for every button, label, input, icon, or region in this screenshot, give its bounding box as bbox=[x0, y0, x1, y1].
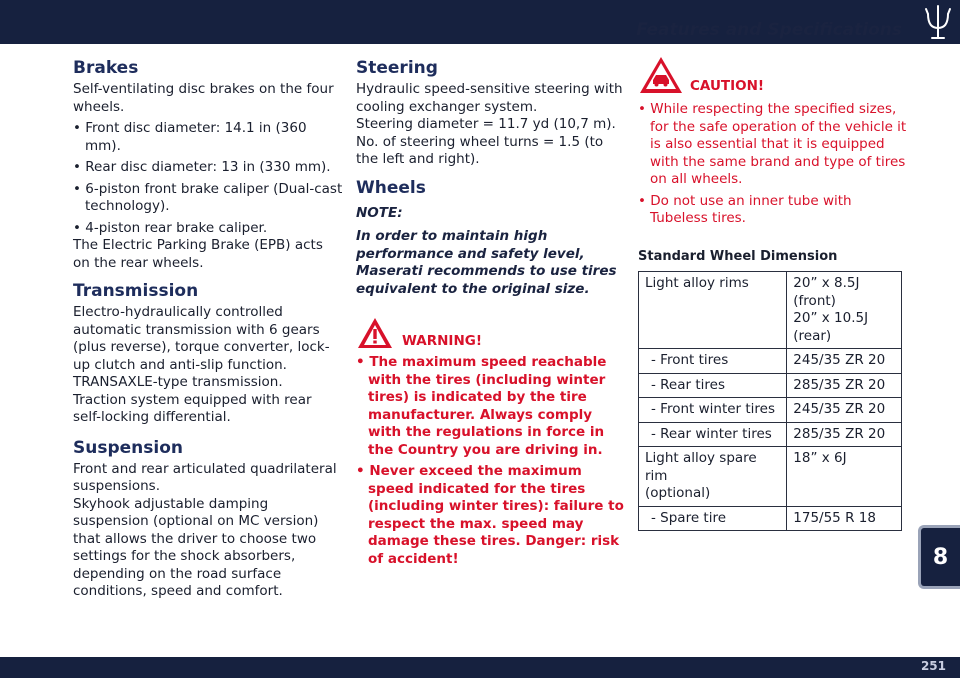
header-title: Features and Specifications bbox=[636, 20, 902, 40]
table-row bbox=[639, 272, 902, 349]
table-cell: 285/35 ZR 20 bbox=[787, 422, 902, 447]
caution-header bbox=[638, 55, 908, 95]
steering-text: Hydraulic speed-sensitive steering with cooling exchanger system. Steering diameter = 11.7 yd (10,7 m). No. of steering wheel turns = 1.5 (to the left and right). bbox=[356, 81, 623, 167]
column-left bbox=[73, 55, 343, 601]
table-row bbox=[639, 422, 902, 447]
table-row bbox=[639, 398, 902, 423]
caution-car-triangle-icon bbox=[638, 55, 684, 95]
transmission-text: Electro-hydraulically controlled automatic transmission with 6 gears (plus reverse), torque converter, lock-up clutch and anti-slip function. TRANSAXLE-type transmission. Traction system equipped with rear self-locking differential. bbox=[73, 304, 330, 425]
table-cell: - Rear winter tires bbox=[639, 422, 787, 447]
note-text: In order to maintain high performance and safety level, Maserati recommends to use tires equivalent to the original size. bbox=[356, 228, 617, 297]
warning-triangle-icon bbox=[356, 316, 394, 350]
brakes-epb: The Electric Parking Brake (EPB) acts on the rear wheels. bbox=[73, 237, 323, 271]
list-item: • The maximum speed reachable with the tires (including winter tires) is indicated by the tire manufacturer. Always comply with the regulations in force in the Country you are driving in. bbox=[356, 354, 626, 459]
table-cell: - Rear tires bbox=[639, 373, 787, 398]
wheel-table-title: Standard Wheel Dimension bbox=[638, 248, 838, 264]
table-row bbox=[639, 349, 902, 374]
chapter-tab[interactable]: 8 bbox=[918, 525, 960, 589]
caution-list bbox=[638, 101, 908, 228]
warning-label: WARNING! bbox=[402, 332, 482, 349]
list-item: • Rear disc diameter: 13 in (330 mm). bbox=[73, 159, 343, 177]
column-right bbox=[638, 55, 908, 531]
brakes-intro: Self-ventilating disc brakes on the four wheels. bbox=[73, 81, 334, 115]
table-cell: - Front tires bbox=[639, 349, 787, 374]
table-cell: 20” x 8.5J (front) 20” x 10.5J (rear) bbox=[787, 272, 902, 349]
bottom-bar bbox=[0, 657, 960, 678]
table-row bbox=[639, 506, 902, 531]
brakes-heading: Brakes bbox=[73, 58, 139, 78]
table-cell: Light alloy spare rim (optional) bbox=[639, 447, 787, 507]
table-cell: Light alloy rims bbox=[639, 272, 787, 349]
list-item: • Front disc diameter: 14.1 in (360 mm). bbox=[73, 120, 343, 155]
list-item: • 4-piston rear brake caliper. bbox=[73, 220, 343, 238]
list-item: • While respecting the specified sizes, for the safe operation of the vehicle it is also essential that it is equipped with the same brand and type of tires on all wheels. bbox=[638, 101, 908, 189]
warning-list bbox=[356, 354, 626, 568]
table-cell: 175/55 R 18 bbox=[787, 506, 902, 531]
caution-label: CAUTION! bbox=[690, 77, 765, 94]
suspension-heading: Suspension bbox=[73, 437, 183, 458]
list-item: • Never exceed the maximum speed indicated for the tires (including winter tires): failure to respect the max. speed may damage these tires. Danger: risk of accident! bbox=[356, 463, 626, 568]
warning-header bbox=[356, 316, 626, 350]
wheel-dimension-table bbox=[638, 271, 902, 531]
table-cell: 18” x 6J bbox=[787, 447, 902, 507]
maserati-trident-logo bbox=[920, 4, 956, 42]
list-item: • Do not use an inner tube with Tubeless tires. bbox=[638, 193, 908, 228]
table-cell: 285/35 ZR 20 bbox=[787, 373, 902, 398]
list-item: • 6-piston front brake caliper (Dual-cast technology). bbox=[73, 181, 343, 216]
column-middle bbox=[356, 55, 626, 572]
wheels-heading: Wheels bbox=[356, 177, 426, 198]
table-row bbox=[639, 447, 902, 507]
brakes-list bbox=[73, 120, 343, 237]
table-row bbox=[639, 373, 902, 398]
table-cell: 245/35 ZR 20 bbox=[787, 349, 902, 374]
table-cell: - Spare tire bbox=[639, 506, 787, 531]
transmission-heading: Transmission bbox=[73, 281, 199, 301]
suspension-text: Front and rear articulated quadrilateral suspensions. Skyhook adjustable damping suspension (optional on MC version) that allows the driver to choose two settings for the shock absorbers, depending on the road surface conditions, speed and comfort. bbox=[73, 460, 337, 599]
table-cell: - Front winter tires bbox=[639, 398, 787, 423]
page-number: 251 bbox=[920, 659, 946, 673]
steering-heading: Steering bbox=[356, 58, 438, 78]
note-label: NOTE: bbox=[356, 204, 403, 221]
table-cell: 245/35 ZR 20 bbox=[787, 398, 902, 423]
